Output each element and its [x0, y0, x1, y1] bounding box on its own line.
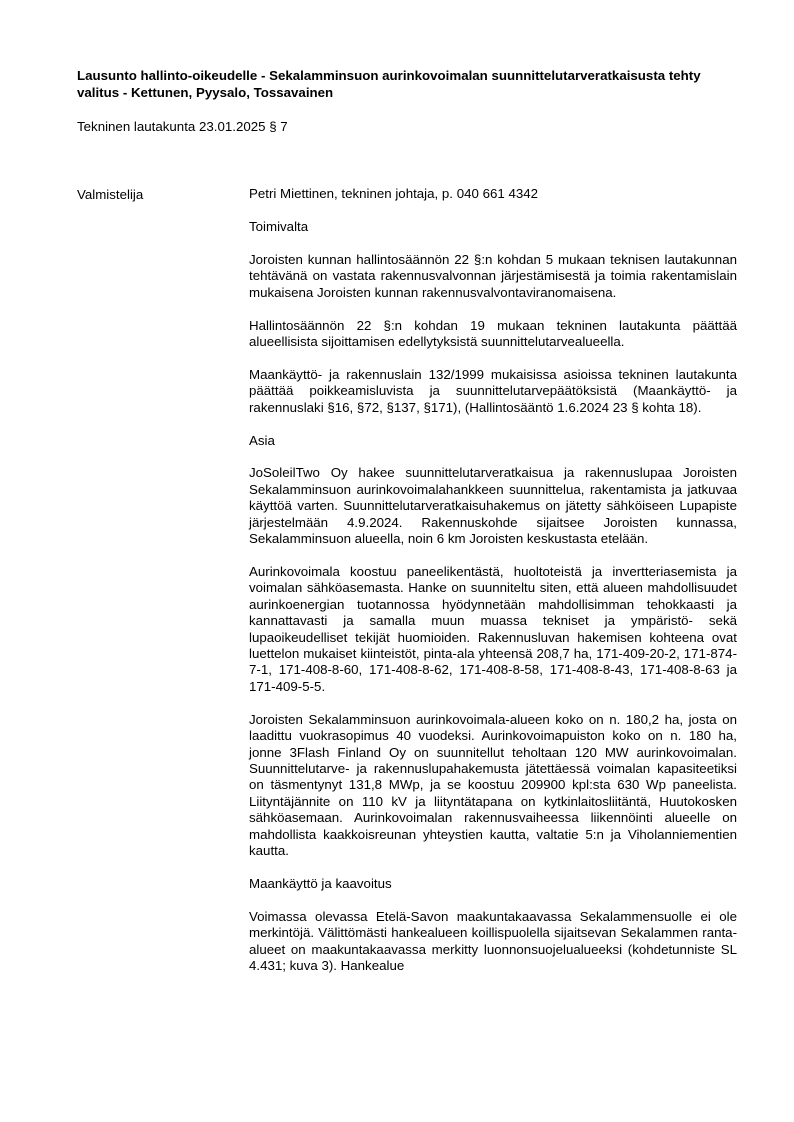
preparer-name: Petri Miettinen, tekninen johtaja, p. 040 661 4342 [249, 186, 539, 201]
paragraph-kaavoitus-1: Voimassa olevassa Etelä-Savon maakuntakaavassa Sekalammensuolle ei ole merkintöjä. Välittömästi hankealueen koillispuolella sijaitsevan Sekalammen ranta-alueet on maakuntakaavassa merkitty luonnonsuojelualueeksi (kohdetunniste SL 4.431; kuva 3). Hankealue [249, 908, 737, 974]
section-heading-asia: Asia [249, 432, 275, 448]
paragraph-asia-1: JoSoleilTwo Oy hakee suunnittelutarveratkaisua ja rakennuslupaa Joroisten Sekalamminsuon aurinkovoimalahankkeen suunnittelua, rakentamista ja jatkuvaa käyttöä varten. Suunnittelutarveratkaisuhakemus on jätetty sähköiseen Lupapiste järjestelmään 4.9.2024. Rakennuskohde sijaitsee Joroisten kunnassa, Sekalamminsuon alueella, noin 6 km Joroisten keskustasta etelään. [249, 465, 737, 547]
paragraph-toimivalta-3: Maankäyttö- ja rakennuslain 132/1999 mukaisissa asioissa tekninen lautakunta päättää poikkeamisluvista ja suunnittelutarvepäätöksistä (Maankäyttö- ja rakennuslaki §16, §72, §137, §171), (Hallintosääntö 1.6.2024 23 § kohta 18). [249, 366, 737, 415]
paragraph-toimivalta-1: Joroisten kunnan hallintosäännön 22 §:n kohdan 5 mukaan teknisen lautakunnan tehtävänä on vastata rakennusvalvonnan järjestämisestä ja toimia rakentamislain mukaisena Joroisten kunnan rakennusvalvontaviranomaisena. [249, 251, 737, 300]
preparer-label: Valmistelija [77, 187, 144, 202]
meeting-reference: Tekninen lautakunta 23.01.2025 § 7 [77, 119, 288, 134]
section-heading-toimivalta: Toimivalta [249, 218, 309, 234]
section-heading-kaavoitus: Maankäyttö ja kaavoitus [249, 875, 392, 891]
paragraph-asia-2: Aurinkovoimala koostuu paneelikentästä, huoltoteistä ja invertteriasemista ja voimalan sähköasemasta. Hanke on suunniteltu siten, että alueen mahdollisuudet aurinkoenergian tuotannossa hyödynnetään mahdollisimman tehokkaasti ja kannattavasti ja samalla muun muassa tekniset ja ympäristö- sekä lupaoikeudelliset tekijät huomioiden. Rakennusluvan hakemisen kohteena ovat luettelon mukaiset kiinteistöt, pinta-ala yhteensä 208,7 ha, 171-409-20-2, 171-874-7-1, 171-408-8-60, 171-408-8-62, 171-408-8-58, 171-408-8-43, 171-408-8-63 ja 171-409-5-5. [249, 564, 737, 694]
document-body [249, 186, 737, 991]
paragraph-asia-3: Joroisten Sekalamminsuon aurinkovoimala-alueen koko on n. 180,2 ha, josta on laadittu vuokrasopimus 40 vuodeksi. Aurinkovoimapuiston koko on n. 180 ha, jonne 3Flash Finland Oy on suunnitellut teholtaan 120 MW aurinkovoimalan. Suunnittelutarve- ja rakennuslupahakemusta jätettäessä voimalan kapasiteetiksi on täsmentynyt 131,8 MWp, ja se koostuu 209900 kpl:sta 630 Wp paneelista. Liityntäjännite on 110 kV ja liityntätapana on kytkinlaitosliitäntä, Huutokosken sähköasemaan. Aurinkovoimalan rakennusvaiheessa liikennöinti alueelle on mahdollista kaakkoisreunan yhteystien kautta, valtatie 5:n ja Viholanniementien kautta. [249, 711, 737, 858]
paragraph-toimivalta-2: Hallintosäännön 22 §:n kohdan 19 mukaan tekninen lautakunta päättää alueellisista sijoittamisen edellytyksistä suunnittelutarvealueella. [249, 317, 737, 349]
document-title: Lausunto hallinto-oikeudelle - Sekalamminsuon aurinkovoimalan suunnittelutarveratkaisusta tehty valitus - Kettunen, Pyysalo, Tossavainen [77, 68, 701, 100]
